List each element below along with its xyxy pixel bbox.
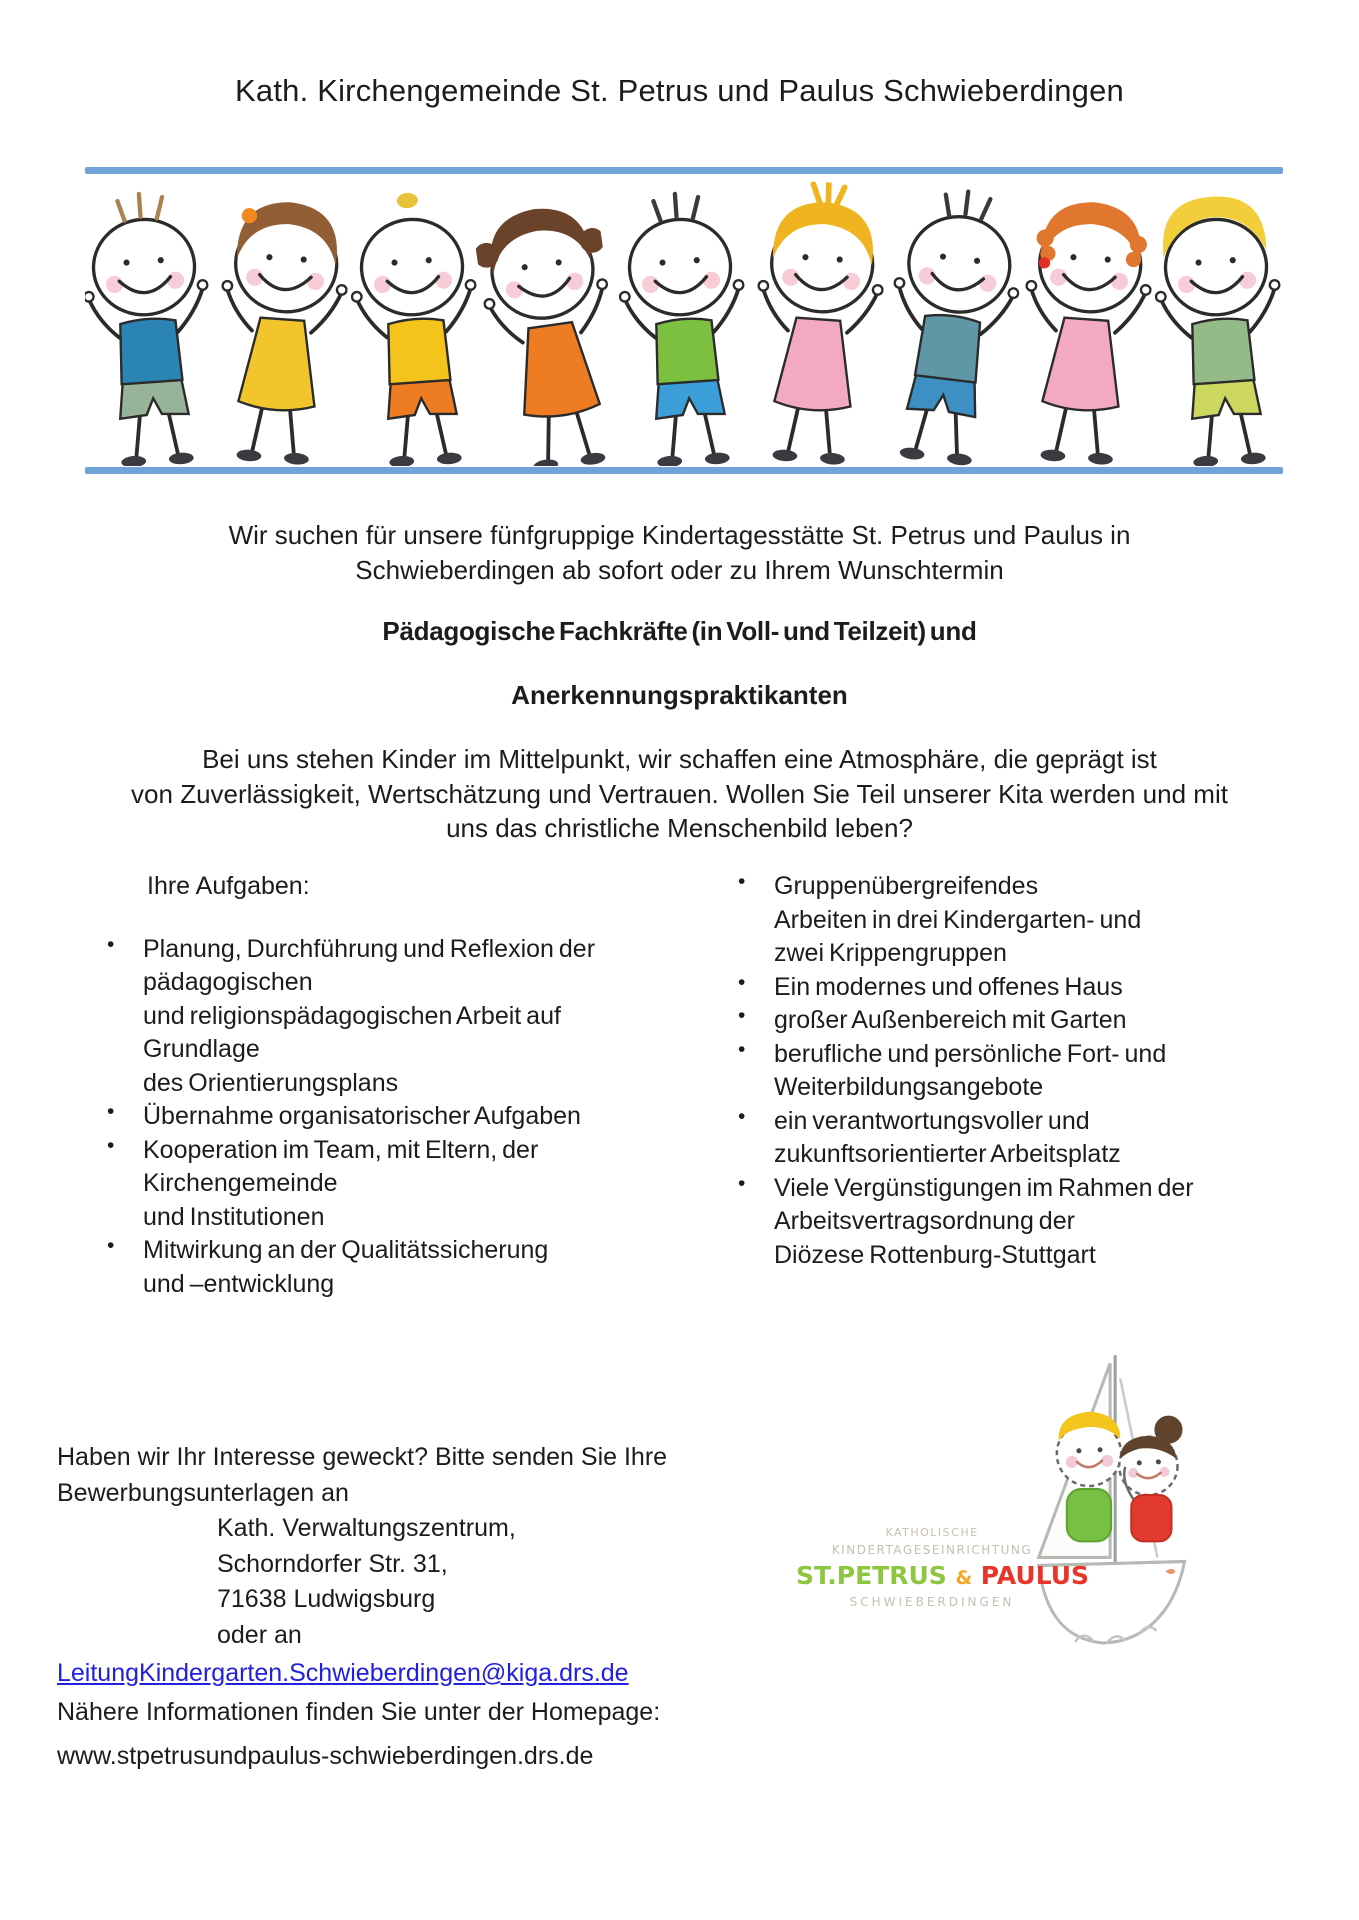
children-illustration [85, 176, 1283, 466]
bullet-item: • ein verantwortungsvoller und zukunftsorientierter Arbeitsplatz [722, 1105, 1322, 1172]
child-figure [872, 176, 1032, 466]
benefits-list [722, 870, 1322, 1272]
text-line: Schorndorfer Str. 31, [217, 1549, 448, 1578]
logo-line-einrichtung: KINDERTAGESEINRICHTUNG [831, 1543, 1033, 1558]
bullet-item: • Planung, Durchführung und Reflexion der pädagogischen und religionspädagogischen Arbeit auf Grundlage des Orientierungsplans [95, 933, 675, 1101]
logo-name-ampersand: & [955, 1566, 973, 1589]
contact-intro [57, 1440, 737, 1511]
child-figure [1147, 181, 1283, 466]
kita-logo [788, 1318, 1198, 1653]
child-figure [85, 181, 221, 466]
text-line: Nähere Informationen finden Sie unter der Homepage: [57, 1698, 661, 1726]
logo-name-paulus: PAULUS [980, 1560, 1090, 1590]
child-figure [209, 178, 355, 466]
tasks-column [95, 870, 675, 1301]
bullet-item: • Viele Vergünstigungen im Rahmen der Arbeitsvertragsordnung der Diözese Rottenburg-Stuttgart [722, 1172, 1322, 1273]
text-line: uns das christliche Menschenbild leben? [446, 813, 913, 844]
text-line: Bei uns stehen Kinder im Mittelpunkt, wir schaffen eine Atmosphäre, die geprägt ist [202, 744, 1157, 774]
postal-address [57, 1511, 737, 1653]
bullet-item: • berufliche und persönliche Fort- und Weiterbildungsangebote [722, 1038, 1322, 1105]
child-figure [343, 181, 489, 466]
tasks-list [95, 933, 675, 1302]
headline-roles: Pädagogische Fachkräfte (in Voll- und Teilzeit) und [382, 616, 977, 646]
logo-line-katholische: KATHOLISCHE [885, 1526, 979, 1539]
bullet-item: • Kooperation im Team, mit Eltern, der Kirchengemeinde und Institutionen [95, 1134, 675, 1235]
child-figure [1013, 178, 1159, 466]
bullet-item: • Ein modernes und offenes Haus [722, 971, 1322, 1005]
logo-name-petrus: ST.PETRUS [796, 1560, 947, 1590]
text-line: Haben wir Ihr Interesse geweckt? Bitte senden Sie Ihre [57, 1443, 668, 1471]
text-line: 71638 Ludwigsburg [217, 1585, 436, 1613]
mission-paragraph [0, 742, 1359, 846]
bullet-item: • großer Außenbereich mit Garten [722, 1004, 1322, 1038]
top-divider [85, 167, 1283, 174]
child-figure [469, 181, 633, 466]
text-line: von Zuverlässigkeit, Wertschätzung und Vertrauen. Wollen Sie Teil unserer Kita werden und mit [131, 778, 1228, 809]
text-line: Bewerbungsunterlagen an [57, 1478, 349, 1507]
child-figure [611, 181, 757, 466]
text-line: oder an [217, 1620, 302, 1649]
contact-section [57, 1440, 737, 1692]
benefits-column [722, 870, 1322, 1272]
kita-logo-text [796, 1524, 1090, 1612]
text-line: www.stpetrusundpaulus-schwieberdingen.drs.de [57, 1742, 594, 1770]
page-title: Kath. Kirchengemeinde St. Petrus und Paulus Schwieberdingen [235, 72, 1124, 108]
email-link[interactable]: LeitungKindergarten.Schwieberdingen@kiga.drs.de [57, 1659, 629, 1687]
bullet-item: • Mitwirkung an der Qualitätssicherung und –entwicklung [95, 1234, 675, 1301]
intro-paragraph [0, 518, 1359, 588]
bullet-item: • Gruppenübergreifendes Arbeiten in drei Kindergarten- und zwei Krippengruppen [722, 870, 1322, 971]
homepage-note [57, 1690, 660, 1778]
bullet-item: • Übernahme organisatorischer Aufgaben [95, 1100, 675, 1134]
child-figure [745, 178, 891, 466]
banner-bottom-divider [85, 467, 1283, 474]
tasks-header: Ihre Aufgaben: [147, 872, 310, 900]
headline-interns: Anerkennungspraktikanten [511, 680, 848, 710]
text-line: Schwieberdingen ab sofort oder zu Ihrem Wunschtermin [355, 555, 1004, 586]
logo-name [796, 1560, 1090, 1591]
text-line: Kath. Verwaltungszentrum, [217, 1514, 516, 1542]
logo-line-ort: SCHWIEBERDINGEN [849, 1595, 1015, 1610]
text-line: Wir suchen für unsere fünfgruppige Kindertagesstätte St. Petrus und Paulus in [228, 520, 1131, 550]
